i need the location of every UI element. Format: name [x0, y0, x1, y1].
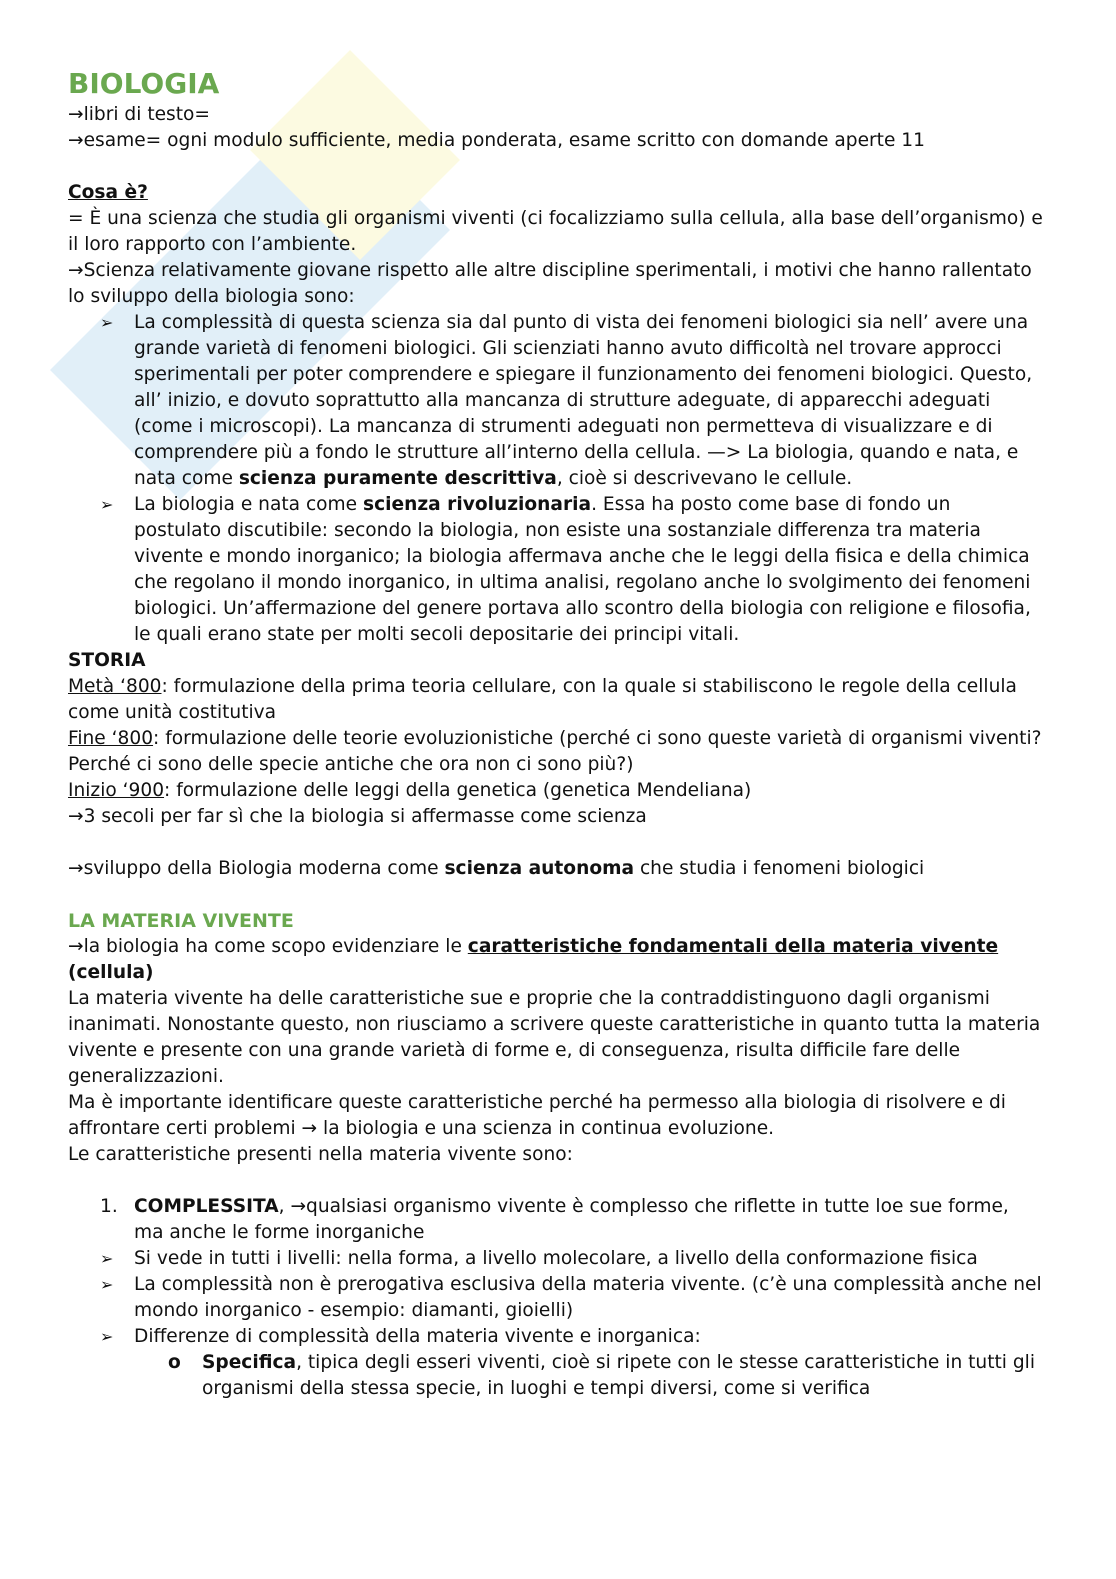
list-item — [100, 1246, 1043, 1272]
text: Differenze di complessità della materia vivente e inorganica: — [134, 1326, 701, 1347]
bold-text: scienza autonoma — [444, 858, 635, 879]
paragraph: = È una scienza che studia gli organismi viventi (ci focalizziamo sulla cellula, alla base dell’organismo) e il loro rapporto con l’ambiente. — [68, 208, 1043, 255]
section-heading-materia: LA MATERIA VIVENTE — [68, 910, 294, 932]
arrow-bullet-icon: ➢ — [100, 1249, 114, 1268]
text: : formulazione della prima teoria cellulare, con la quale si stabiliscono le regole della cellula come unità costitutiva — [68, 676, 1017, 723]
bold-text: (cellula) — [68, 962, 154, 983]
paragraph: Le caratteristiche presenti nella materia vivente sono: — [68, 1144, 573, 1165]
circle-bullet-icon: o — [168, 1352, 181, 1373]
period-label: Metà ‘800 — [68, 676, 162, 697]
period-label: Fine ‘800 — [68, 728, 154, 749]
text: La complessità di questa scienza sia dal punto di vista dei fenomeni biologici sia nell’ avere una grande varietà di fenomeni biologici. Gli scienziati hanno avuto difficoltà nel trovare approcci sperimentali per poter comprendere e spiegare il funzionamento dei fenomeni biologici. Questo, all’ inizio, e dovuto soprattutto alla mancanza di strutture adeguate, di apparecchi adeguati (come i microscopi). La mancanza di strumenti adeguati non permetteva di visualizzare e di comprendere più a fondo le strutture all’interno della cellula. —> La biologia, quando e nata, e nata come — [134, 312, 1033, 489]
text: La complessità non è prerogativa esclusiva della materia vivente. (c’è una complessità anche nel mondo inorganico - esempio: diamanti, gioielli) — [134, 1274, 1042, 1321]
arrow-bullet-icon: ➢ — [100, 1275, 114, 1294]
numbered-list — [68, 1194, 1043, 1246]
paragraph: La materia vivente ha delle caratteristiche sue e proprie che la contraddistinguono dagli organismi inanimati. Nonostante questo, non riusciamo a scrivere queste caratteristiche in quanto tutta la materia vivente e presente con una grande varietà di forme e, di conseguenza, risulta difficile fare delle generalizzazioni. — [68, 988, 1041, 1087]
list-item — [100, 1194, 1043, 1246]
arrow-bullet-icon: ➢ — [100, 313, 114, 332]
list-item — [100, 1272, 1043, 1324]
history-item — [68, 674, 1043, 726]
arrow-bullet-icon: ➢ — [100, 1327, 114, 1346]
list-item — [100, 1324, 1043, 1350]
paragraph: →Scienza relativamente giovane rispetto alle altre discipline sperimentali, i motivi che hanno rallentato lo sviluppo della biologia sono: — [68, 260, 1032, 307]
intro-line: →libri di testo= — [68, 104, 210, 125]
paragraph: Ma è importante identificare queste caratteristiche perché ha permesso alla biologia di risolvere e di affrontare certi problemi → la biologia e una scienza in continua evoluzione. — [68, 1092, 1006, 1139]
bold-text: COMPLESSITA — [134, 1196, 279, 1217]
text: , tipica degli esseri viventi, cioè si ripete con le stesse caratteristiche in tutti gli organismi della stessa specie, in luoghi e tempi diversi, come si verifica — [202, 1352, 1036, 1399]
text: →la biologia ha come scopo evidenziare le — [68, 936, 468, 957]
text: , →qualsiasi organismo vivente è complesso che riflette in tutte loe sue forme, ma anche le forme inorganiche — [134, 1196, 1009, 1243]
bullet-list — [68, 1246, 1043, 1350]
section-heading-cosa: Cosa è? — [68, 182, 148, 203]
period-label: Inizio ‘900 — [68, 780, 165, 801]
arrow-bullet-icon: ➢ — [100, 495, 114, 514]
bold-text: scienza puramente descrittiva — [238, 468, 557, 489]
list-number: 1. — [100, 1196, 118, 1217]
text: : formulazione delle leggi della genetica (genetica Mendeliana) — [164, 780, 752, 801]
text: : formulazione delle teorie evoluzionistiche (perché ci sono queste varietà di organismi viventi? Perché ci sono delle specie antiche che ora non ci sono più?) — [68, 728, 1042, 775]
sub-list — [68, 1350, 1043, 1402]
list-item — [100, 492, 1043, 648]
paragraph — [68, 856, 1043, 882]
list-item — [100, 310, 1043, 492]
document-title: BIOLOGIA — [68, 67, 220, 100]
history-item — [68, 778, 1043, 804]
text: , cioè si descrivevano le cellule. — [556, 468, 853, 489]
history-item — [68, 726, 1043, 778]
paragraph: →3 secoli per far sì che la biologia si affermasse come scienza — [68, 806, 647, 827]
text: Si vede in tutti i livelli: nella forma, a livello molecolare, a livello della conformazione fisica — [134, 1248, 978, 1269]
bullet-list — [68, 310, 1043, 648]
document-page — [68, 66, 1043, 1402]
bold-text: scienza rivoluzionaria — [363, 494, 592, 515]
paragraph — [68, 934, 1043, 986]
bold-text: Specifica — [202, 1352, 297, 1373]
text: . Essa ha posto come base di fondo un postulato discutibile: secondo la biologia, non esiste una sostanziale differenza tra materia vivente e mondo inorganico; la biologia affermava anche che le leggi della fisica e della chimica che regolano il mondo inorganico, in ultima analisi, regolano anche lo svolgimento dei fenomeni biologici. Un’affermazione del genere portava allo scontro della biologia con religione e filosofia, le quali erano state per molti secoli depositarie dei principi vitali. — [134, 494, 1031, 645]
section-heading-storia: STORIA — [68, 650, 146, 671]
text: →sviluppo della Biologia moderna come — [68, 858, 445, 879]
intro-line: →esame= ogni modulo sufficiente, media ponderata, esame scritto con domande aperte 11 — [68, 130, 925, 151]
text: La biologia e nata come — [134, 494, 364, 515]
list-item — [168, 1350, 1043, 1402]
bold-text: caratteristiche fondamentali della materia vivente — [467, 936, 999, 957]
text: che studia i fenomeni biologici — [634, 858, 925, 879]
